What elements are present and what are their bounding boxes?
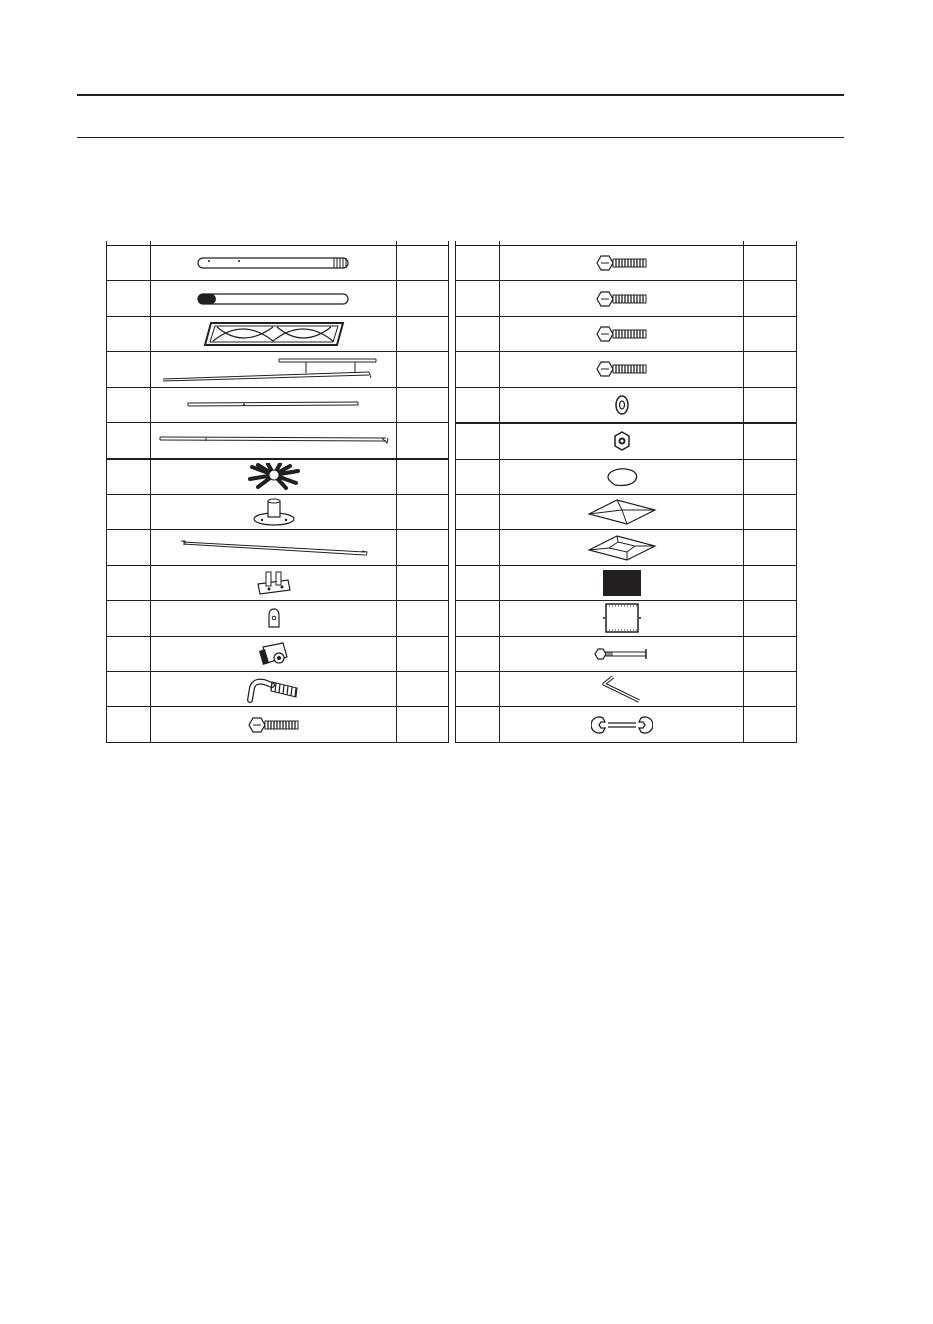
part-quantity-cell [397,317,448,351]
top-canopy-icon [587,498,657,526]
upper-pole-icon [194,255,354,271]
snap-ring-icon [603,466,641,488]
part-quantity-cell [744,530,796,564]
part-quantity-cell [397,637,448,671]
table-row [107,460,448,495]
part-quantity-cell [397,246,448,280]
part-number-cell [107,460,151,494]
rib-strut-icon [186,400,361,410]
table-row [456,566,796,601]
long-bolt-icon [593,646,651,662]
part-picture-cell [151,566,397,600]
part-number-cell [456,601,500,635]
hex-bolt-icon [595,254,649,272]
mesh-panel-icon [602,602,642,634]
tab-clip-icon [266,607,282,629]
part-quantity-cell [397,352,448,386]
part-quantity-cell [397,601,448,635]
part-number-cell [107,246,151,280]
part-quantity-cell [744,424,796,458]
part-number-cell [456,672,500,706]
part-number-cell [456,281,500,315]
table-row [456,637,796,672]
table-row [456,672,796,707]
part-number-cell [456,495,500,529]
part-picture-cell [151,423,397,457]
part-quantity-cell [397,423,448,457]
table-row [456,530,796,565]
part-picture-cell [500,246,744,280]
top-hub-icon [244,463,304,491]
part-picture-cell [151,672,397,706]
part-number-cell [107,707,151,741]
part-number-cell [456,566,500,600]
table-row [456,707,796,741]
header-rule-bottom [77,137,844,138]
wrench-icon [591,714,653,736]
table-row [456,317,796,352]
table-row [107,317,448,352]
part-number-cell [107,495,151,529]
lower-canopy-icon [587,534,657,562]
part-picture-cell [500,707,744,741]
part-number-cell [107,566,151,600]
part-quantity-cell [397,388,448,422]
table-row [107,388,448,423]
table-row [107,352,448,387]
lower-pole-icon [194,291,354,307]
part-picture-cell [151,388,397,422]
part-number-cell [456,317,500,351]
part-picture-cell [151,530,397,564]
washer-icon [614,394,630,416]
long-rib-icon [158,434,390,446]
part-picture-cell [151,246,397,280]
table-row [107,637,448,672]
cross-bar-icon [179,539,369,557]
part-quantity-cell [397,707,448,741]
table-row [107,566,448,601]
part-picture-cell [151,495,397,529]
part-picture-cell [500,317,744,351]
part-number-cell [456,388,500,422]
table-row [456,246,796,281]
part-quantity-cell [397,672,448,706]
hex-nut-icon [613,430,631,452]
table-row [107,246,448,281]
allen-key-icon [601,675,643,703]
part-quantity-cell [397,495,448,529]
decorative-panel-icon [203,321,345,347]
part-number-cell [456,424,500,458]
part-quantity-cell [744,707,796,741]
part-quantity-cell [744,460,796,494]
fabric-panel-icon [602,569,642,597]
part-picture-cell [151,317,397,351]
part-quantity-cell [744,281,796,315]
part-quantity-cell [744,601,796,635]
part-number-cell [456,707,500,741]
hex-bolt-icon [595,325,649,343]
part-quantity-cell [744,352,796,386]
table-row [456,495,796,530]
part-number-cell [456,352,500,386]
part-picture-cell [500,352,744,386]
part-quantity-cell [744,672,796,706]
table-row [107,707,448,741]
part-number-cell [456,460,500,494]
part-quantity-cell [744,317,796,351]
table-row [456,601,796,636]
part-quantity-cell [397,460,448,494]
hex-bolt-icon [595,360,649,378]
table-row [107,423,448,459]
part-number-cell [456,530,500,564]
part-picture-cell [151,460,397,494]
part-number-cell [107,281,151,315]
part-number-cell [107,601,151,635]
bent-bolt-icon [244,674,304,704]
base-plate-icon [252,497,296,527]
part-picture-cell [500,281,744,315]
parts-table-left [106,241,449,743]
part-picture-cell [500,672,744,706]
part-number-cell [107,637,151,671]
part-picture-cell [151,281,397,315]
part-picture-cell [151,637,397,671]
part-picture-cell [500,637,744,671]
hex-bolt-icon [247,716,301,734]
clamp-bracket-icon [257,641,291,667]
part-number-cell [107,423,151,457]
part-picture-cell [151,601,397,635]
part-quantity-cell [397,530,448,564]
part-number-cell [107,388,151,422]
table-row [107,672,448,707]
part-picture-cell [500,530,744,564]
long-rib-with-strut-icon [161,355,386,383]
table-row [107,530,448,565]
part-picture-cell [500,460,744,494]
part-picture-cell [500,495,744,529]
part-picture-cell [500,424,744,458]
part-quantity-cell [397,566,448,600]
part-number-cell [107,530,151,564]
part-number-cell [107,352,151,386]
hex-bolt-icon [595,290,649,308]
table-row [107,495,448,530]
table-row [456,352,796,387]
table-row [107,601,448,636]
table-row [456,388,796,424]
part-quantity-cell [744,388,796,422]
table-row [456,281,796,316]
table-row [107,281,448,316]
part-quantity-cell [744,495,796,529]
parts-table-right [455,241,797,743]
bracket-icon [254,570,294,596]
part-picture-cell [500,601,744,635]
part-quantity-cell [744,566,796,600]
part-picture-cell [151,707,397,741]
part-number-cell [456,246,500,280]
header-rule-top [77,94,844,96]
part-quantity-cell [397,281,448,315]
table-row [456,460,796,495]
part-number-cell [107,672,151,706]
part-number-cell [456,637,500,671]
part-quantity-cell [744,246,796,280]
part-picture-cell [500,388,744,422]
part-picture-cell [500,566,744,600]
table-row [456,424,796,459]
part-number-cell [107,317,151,351]
part-quantity-cell [744,637,796,671]
part-picture-cell [151,352,397,386]
